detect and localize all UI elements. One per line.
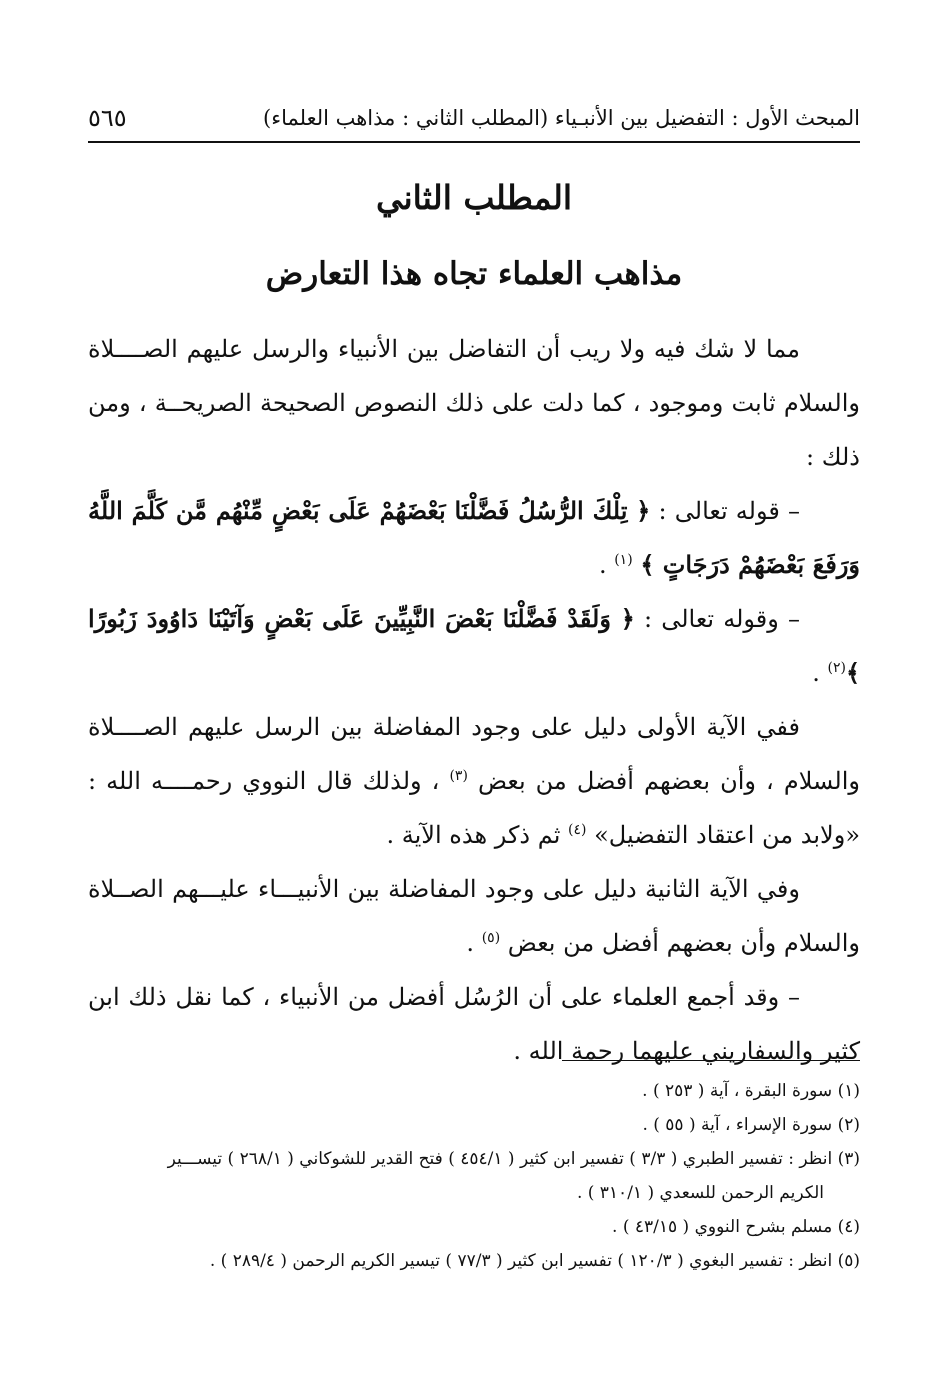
paragraph-3-suffix: . — [812, 659, 828, 687]
running-header-title: المبحث الأول : التفضيل بين الأنبـياء (المطلب الثاني : مذاهب العلماء) — [263, 106, 860, 130]
footnote-3 — [88, 1142, 860, 1210]
running-header — [88, 100, 860, 140]
footnote-5: (٥) انظر : تفسير البغوي ( ١٢٠/٣ ) تفسير ابن كثير ( ٧٧/٣ ) تيسير الكريم الرحمن ( ٢٨٩/٤ ) . — [209, 1251, 860, 1271]
paragraph-6 — [88, 970, 860, 1078]
quran-verse-2: ﴿ وَلَقَدْ فَضَّلْنَا بَعْضَ النَّبِيِّينَ عَلَى بَعْضٍ وَآتَيْنَا دَاوُودَ زَبُورًا ﴾ — [88, 604, 860, 687]
paragraph-4 — [88, 700, 860, 862]
footnotes — [88, 1074, 860, 1278]
paragraph-4-text-b: ، ولذلك قال النووي رحمــــه الله : «ولابد من اعتقاد التفضيل» — [88, 767, 860, 849]
footnote-4: (٤) مسلم بشرح النووي ( ٤٣/١٥ ) . — [612, 1217, 860, 1237]
paragraph-4-text-c: ثم ذكر هذه الآية . — [386, 821, 568, 849]
section-subtitle: مذاهب العلماء تجاه هذا التعارض — [265, 256, 683, 292]
paragraph-2 — [88, 484, 860, 592]
paragraph-5 — [88, 862, 860, 970]
paragraph-5-text-b: . — [466, 929, 482, 957]
footnote-ref-2[interactable]: (٢) — [827, 660, 846, 676]
footnote-rule — [562, 1060, 860, 1061]
footnote-ref-1[interactable]: (١) — [614, 552, 633, 568]
paragraph-3-prefix: – وقوله تعالى : — [634, 605, 800, 633]
paragraph-1 — [88, 322, 860, 484]
paragraph-4-text-a: ففي الآية الأولى دليل على وجود المفاضلة بين الرسل عليهم الصــــلاة والسلام ، وأن بعضهم أفضل من بعض — [88, 713, 860, 795]
quran-verse-1: ﴿ تِلْكَ الرُّسُلُ فَضَّلْنَا بَعْضَهُمْ عَلَى بَعْضٍ مِّنْهُم مَّن كَلَّمَ اللَّهُ وَرَفَعَ بَعْضَهُمْ دَرَجَاتٍ ﴾ — [88, 496, 860, 579]
body-text — [88, 322, 860, 1078]
footnote-2: (٢) سورة الإسراء ، آية ( ٥٥ ) . — [642, 1115, 860, 1135]
footnote-ref-5[interactable]: (٥) — [481, 930, 501, 946]
paragraph-2-suffix: . — [598, 551, 615, 579]
paragraph-3 — [88, 592, 860, 700]
paragraph-6-text: – وقد أجمع العلماء على أن الرُسُل أفضل من الأنبياء ، كما نقل ذلك ابن كثير والسفاريني عليهما رحمة الله . — [88, 983, 860, 1065]
footnote-1: (١) سورة البقرة ، آية ( ٢٥٣ ) . — [642, 1081, 860, 1101]
paragraph-1-text: مما لا شك فيه ولا ريب أن التفاضل بين الأنبياء والرسل عليهم الصــــلاة والسلام ثابت وموجود ، كما دلت على ذلك النصوص الصحيحة الصريحــة ، ومن ذلك : — [88, 335, 860, 471]
header-rule — [88, 141, 860, 143]
paragraph-5-text-a: وفي الآية الثانية دليل على وجود المفاضلة بين الأنبيـــاء عليـــهم الصــلاة والسلام وأن بعضهم أفضل من بعض — [88, 875, 860, 957]
section-title: المطلب الثاني — [375, 178, 573, 217]
paragraph-2-prefix: – قوله تعالى : — [650, 497, 800, 525]
footnote-3-text: (٣) انظر : تفسير الطبري ( ٣/٣ ) تفسير ابن كثير ( ٤٥٤/١ ) فتح القدير للشوكاني ( ٢٦٨/١ ) تيســـير — [167, 1149, 860, 1169]
page-number: ٥٦٥ — [88, 104, 127, 132]
footnote-3-continuation: الكريم الرحمن للسعدي ( ٣١٠/١ ) . — [576, 1183, 824, 1203]
footnote-ref-4[interactable]: (٤) — [568, 822, 587, 838]
footnote-ref-3[interactable]: (٣) — [449, 768, 468, 784]
